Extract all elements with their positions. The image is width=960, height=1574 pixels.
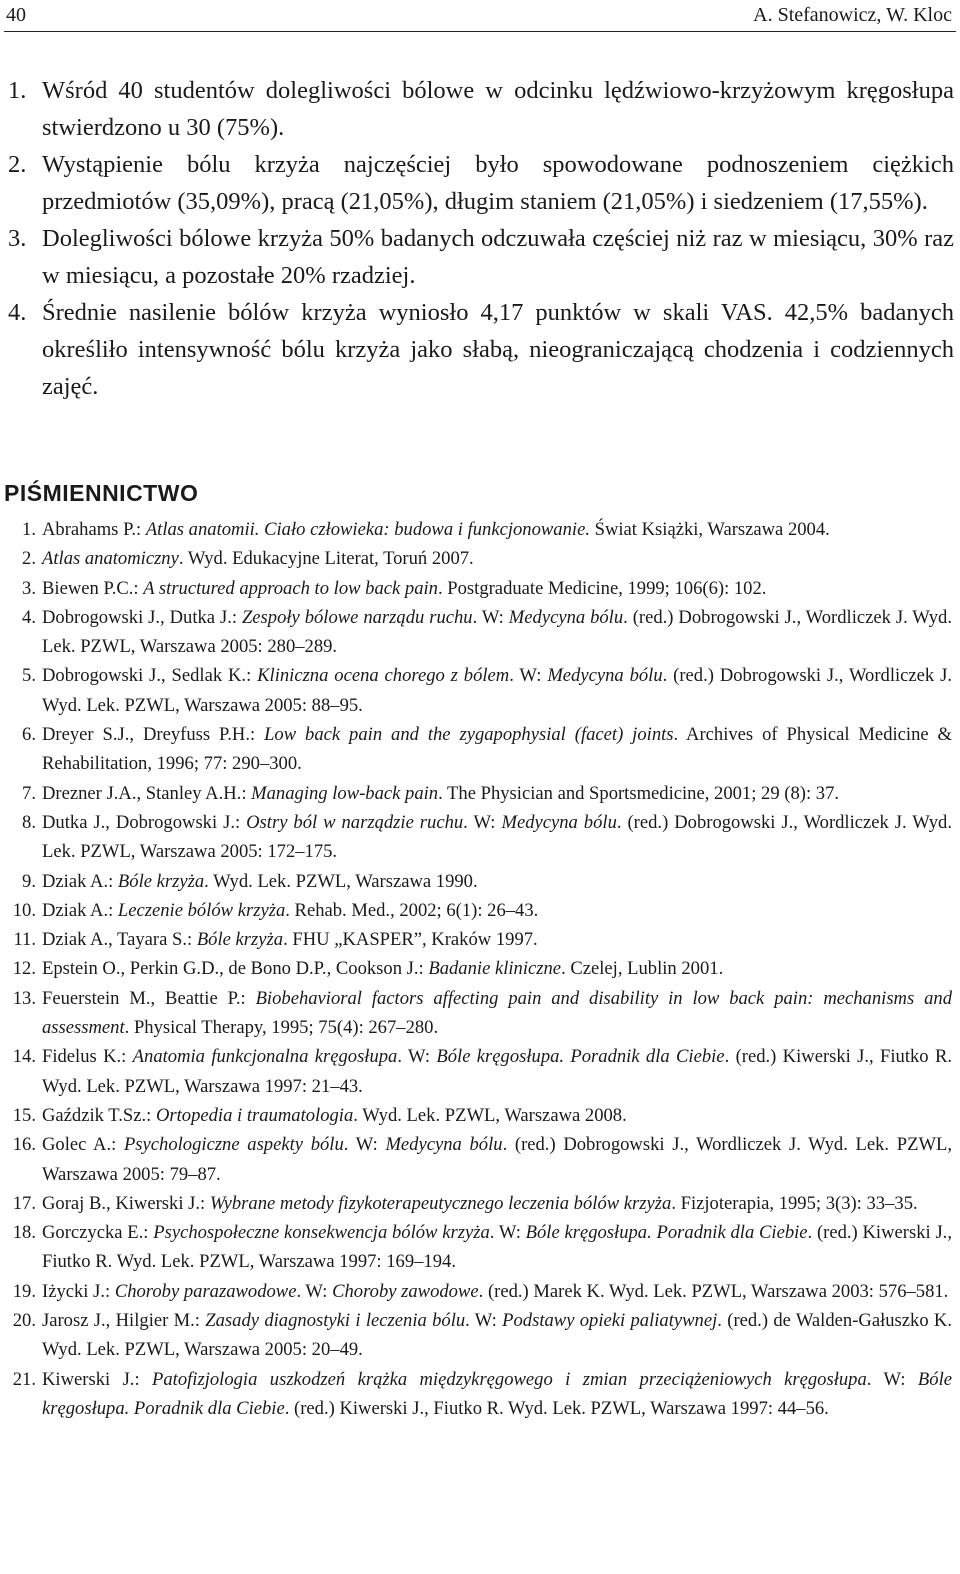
reference-item (8, 867, 952, 896)
reference-text: . W: (489, 1222, 526, 1244)
reference-title: Bóle kręgosłupa. Poradnik dla Ciebie (525, 1222, 808, 1244)
reference-item (8, 1042, 952, 1101)
reference-title: Zasady diagnostyki i leczenia bólu (205, 1310, 466, 1332)
page-number: 40 (6, 4, 26, 26)
reference-title: Medycyna bólu (385, 1134, 503, 1156)
reference-number: 7. (22, 782, 36, 804)
conclusion-number: 3. (8, 225, 27, 252)
reference-text: Świat Książki, Warszawa 2004. (589, 519, 830, 540)
conclusion-item (8, 146, 954, 220)
reference-text: Dobrogowski J., Sedlak K.: (42, 665, 258, 687)
reference-text: Dobrogowski J., Dutka J.: (42, 606, 242, 628)
reference-number: 1. (22, 519, 36, 540)
reference-text: Dziak A.: (42, 899, 118, 921)
reference-text: . Fizjoterapia, 1995; 3(3): 33–35. (671, 1192, 918, 1214)
reference-text: . (red.) Kiwerski J., Fiutko R. Wyd. Lek. PZWL, Warszawa 1997: 169–194. (42, 1222, 952, 1273)
reference-title: Choroby parazawodowe (114, 1280, 297, 1302)
reference-text: Fidelus K.: (42, 1046, 133, 1068)
reference-title: Ostry ból w narządzie ruchu (246, 811, 464, 833)
reference-number: 3. (22, 577, 36, 599)
reference-text: . W: (397, 1046, 437, 1068)
reference-item (8, 720, 952, 779)
reference-number: 16. (12, 1134, 36, 1156)
reference-number: 4. (22, 606, 36, 628)
reference-title: Zespoły bólowe narządu ruchu (241, 606, 473, 628)
reference-item (8, 1101, 952, 1130)
reference-item (8, 661, 952, 720)
running-title: A. Stefanowicz, W. Kloc (753, 4, 952, 26)
reference-text: . W: (472, 606, 509, 628)
reference-text: . W: (509, 665, 548, 687)
reference-number: 6. (22, 724, 36, 746)
reference-item (8, 925, 952, 954)
reference-title: Wybrane metody fizykoterapeutycznego leczenia bólów krzyża (209, 1192, 672, 1214)
reference-item (8, 954, 952, 983)
reference-text: . W: (465, 1310, 503, 1332)
reference-text: . Rehab. Med., 2002; 6(1): 26–43. (285, 899, 539, 921)
reference-text: . W: (866, 1368, 918, 1390)
reference-number: 19. (12, 1280, 36, 1302)
reference-item (8, 1277, 952, 1306)
reference-title: Psychologiczne aspekty bólu (123, 1134, 344, 1156)
reference-number: 21. (12, 1368, 36, 1390)
reference-title: Atlas anatomiczny (42, 548, 179, 570)
reference-text: Gaździk T.Sz.: (42, 1104, 156, 1126)
reference-text: . W: (463, 811, 502, 833)
reference-number: 11. (13, 929, 36, 951)
reference-title: Leczenie bólów krzyża (117, 899, 286, 921)
reference-text: Dreyer S.J., Dreyfuss P.H.: (42, 724, 265, 746)
reference-text: Dziak A.: (42, 870, 118, 892)
reference-title: Medycyna bólu (547, 665, 663, 687)
reference-number: 8. (22, 811, 36, 833)
reference-number: 2. (22, 548, 36, 570)
reference-number: 14. (12, 1046, 36, 1068)
reference-text: . (red.) de Walden-Gałuszko K. Wyd. Lek. PZWL, Warszawa 2005: 20–49. (42, 1310, 953, 1361)
reference-title: Managing low-back pain (251, 782, 439, 804)
running-header (4, 0, 956, 32)
reference-title: Kliniczna ocena chorego z bólem (257, 665, 510, 687)
reference-title: Low back pain and the zygapophysial (facet) joints (264, 724, 674, 746)
reference-title: Psychospołeczne konsekwencja bólów krzyża (153, 1222, 490, 1244)
reference-text: Kiwerski J.: (42, 1368, 153, 1390)
reference-text: Biewen P.C.: (42, 577, 144, 599)
reference-item (8, 896, 952, 925)
reference-title: Atlas anatomii. Ciało człowieka: budowa i funkcjonowanie. (145, 519, 590, 540)
conclusion-number: 1. (8, 77, 27, 104)
reference-text: Golec A.: (42, 1134, 124, 1156)
reference-text: Abrahams P.: (42, 519, 146, 540)
conclusion-item (8, 294, 954, 405)
reference-title: Anatomia funkcjonalna kręgosłupa (132, 1046, 398, 1068)
conclusion-text: Dolegliwości bólowe krzyża 50% badanych odczuwała częściej niż raz w miesiącu, 30% raz w miesiącu, a pozostałe 20% rzadziej. (42, 225, 954, 289)
conclusion-number: 2. (8, 151, 27, 178)
reference-number: 9. (22, 870, 36, 892)
reference-item (8, 603, 952, 662)
reference-text: Dutka J., Dobrogowski J.: (42, 811, 247, 833)
reference-title: Podstawy opieki paliatywnej (502, 1310, 718, 1332)
reference-title: Bóle krzyża (117, 870, 205, 892)
reference-item (8, 1130, 952, 1189)
reference-text: . (red.) Kiwerski J., Fiutko R. Wyd. Lek. PZWL, Warszawa 1997: 44–56. (284, 1397, 829, 1419)
reference-number: 15. (12, 1104, 36, 1126)
reference-number: 5. (22, 665, 36, 687)
reference-item (8, 1189, 952, 1218)
reference-text: . Wyd. Edukacyjne Literat, Toruń 2007. (178, 548, 474, 570)
conclusions-list (8, 72, 954, 405)
references-list (8, 515, 952, 1423)
reference-title: Bóle kręgosłupa. Poradnik dla Ciebie (42, 1368, 952, 1419)
reference-number: 10. (12, 899, 36, 921)
reference-title: Ortopedia i traumatologia (155, 1104, 354, 1126)
reference-item (8, 808, 952, 867)
reference-number: 17. (12, 1192, 36, 1214)
reference-text: Drezner J.A., Stanley A.H.: (42, 782, 252, 804)
reference-number: 12. (12, 958, 36, 980)
reference-title: A structured approach to low back pain (143, 577, 438, 599)
reference-text: . Czelej, Lublin 2001. (561, 958, 724, 980)
reference-text: . The Physician and Sportsmedicine, 2001; 29 (8): 37. (438, 782, 840, 804)
conclusion-text: Wystąpienie bólu krzyża najczęściej było spowodowane podnoszeniem ciężkich przedmiotów (35,09%), pracą (21,05%), długim staniem (21,05%) i siedzeniem (17,55%). (42, 151, 954, 215)
reference-title: Badanie kliniczne (428, 958, 562, 980)
reference-text: . (red.) Dobrogowski J., Wordliczek J. Wyd. Lek. PZWL, Warszawa 2005: 79–87. (42, 1134, 952, 1185)
reference-title: Bóle krzyża (196, 929, 284, 951)
reference-text: Jarosz J., Hilgier M.: (42, 1310, 206, 1332)
reference-text: . (red.) Marek K. Wyd. Lek. PZWL, Warszawa 2003: 576–581. (478, 1280, 949, 1302)
reference-item (8, 544, 952, 573)
reference-text: . Archives of Physical Medicine & Rehabilitation, 1996; 77: 290–300. (42, 724, 952, 775)
reference-text: . (red.) Dobrogowski J., Wordliczek J. Wyd. Lek. PZWL, Warszawa 2005: 88–95. (42, 665, 952, 716)
reference-title: Patofizjologia uszkodzeń krążka międzykręgowego i zmian przeciążeniowych kręgosłupa (152, 1368, 867, 1390)
reference-text: . (red.) Dobrogowski J., Wordliczek J. Wyd. Lek. PZWL, Warszawa 2005: 280–289. (42, 606, 952, 658)
reference-text: . Physical Therapy, 1995; 75(4): 267–280. (124, 1017, 439, 1039)
reference-item (8, 1306, 952, 1365)
reference-title: Bóle kręgosłupa. Poradnik dla Ciebie (436, 1046, 725, 1068)
reference-text: Gorczycka E.: (42, 1222, 154, 1244)
reference-text: . W: (343, 1134, 386, 1156)
reference-title: Medycyna bólu (508, 606, 624, 628)
reference-text: . (red.) Dobrogowski J., Wordliczek J. Wyd. Lek. PZWL, Warszawa 2005: 172–175. (42, 811, 952, 863)
reference-title: Medycyna bólu (501, 811, 617, 833)
conclusion-text: Średnie nasilenie bólów krzyża wyniosło 4,17 punktów w skali VAS. 42,5% badanych określiło intensywność bólu krzyża jako słabą, nieograniczającą chodzenia i codziennych zajęć. (42, 299, 954, 400)
references-heading: PIŚMIENNICTWO (4, 480, 199, 506)
conclusion-item (8, 220, 954, 294)
conclusion-text: Wśród 40 studentów dolegliwości bólowe w odcinku lędźwiowo-krzyżowym kręgosłupa stwierdzono u 30 (75%). (42, 77, 954, 141)
reference-text: Feuerstein M., Beattie P.: (42, 987, 256, 1009)
reference-text: Iżycki J.: (42, 1280, 115, 1302)
reference-item (8, 1365, 952, 1424)
reference-number: 20. (12, 1310, 36, 1332)
reference-item (8, 515, 952, 544)
reference-text: . FHU „KASPER”, Kraków 1997. (283, 929, 538, 951)
reference-text: . Wyd. Lek. PZWL, Warszawa 1990. (204, 870, 478, 892)
reference-text: . Postgraduate Medicine, 1999; 106(6): 102. (437, 577, 767, 599)
reference-title: Biobehavioral factors affecting pain and disability in low back pain: mechanisms and assessment (42, 987, 952, 1039)
conclusion-number: 4. (8, 299, 27, 326)
reference-item (8, 984, 952, 1043)
reference-item (8, 779, 952, 808)
reference-text: Dziak A., Tayara S.: (42, 929, 197, 951)
reference-number: 13. (12, 987, 36, 1009)
reference-text: . (red.) Kiwerski J., Fiutko R. Wyd. Lek. PZWL, Warszawa 1997: 21–43. (42, 1046, 952, 1097)
reference-title: Choroby zawodowe (332, 1280, 479, 1302)
reference-item (8, 574, 952, 603)
reference-text: Epstein O., Perkin G.D., de Bono D.P., Cookson J.: (42, 958, 429, 980)
reference-text: . W: (296, 1280, 333, 1302)
conclusion-item (8, 72, 954, 146)
reference-item (8, 1218, 952, 1277)
reference-text: . Wyd. Lek. PZWL, Warszawa 2008. (353, 1104, 627, 1126)
reference-text: Goraj B., Kiwerski J.: (42, 1192, 210, 1214)
reference-number: 18. (12, 1222, 36, 1244)
